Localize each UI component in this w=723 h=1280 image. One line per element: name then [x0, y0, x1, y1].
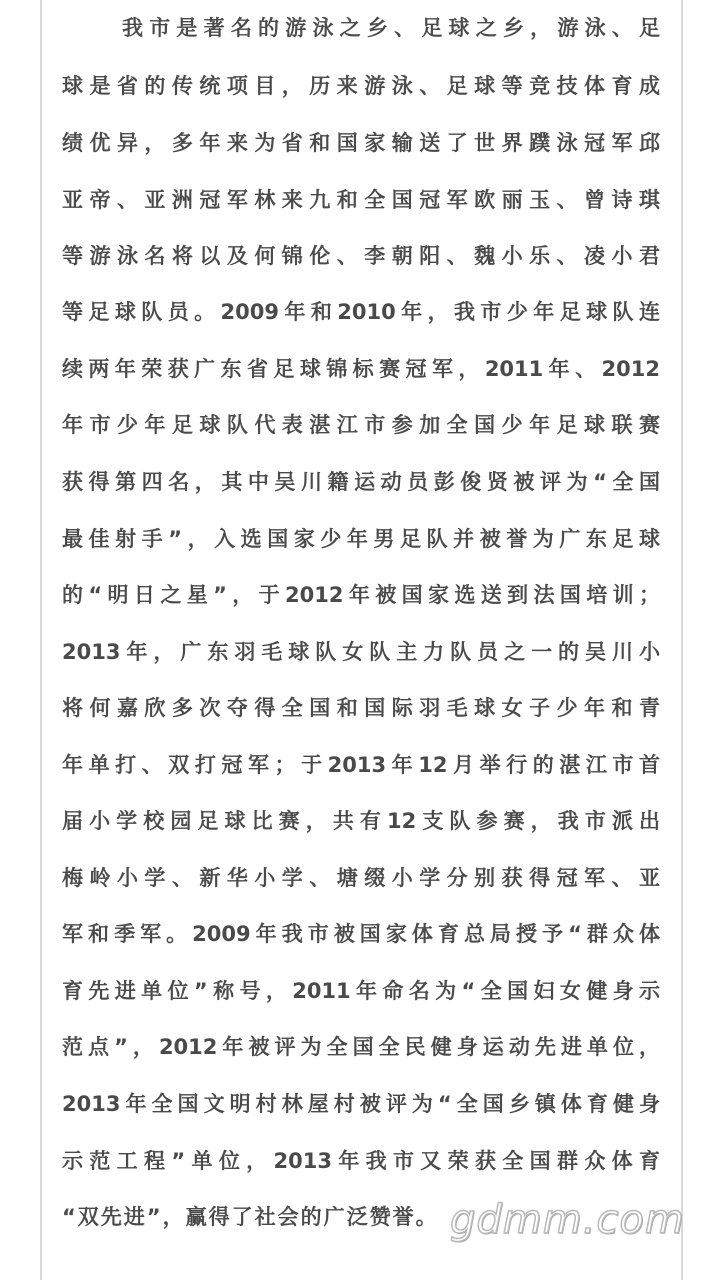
article-line: 示范工程”单位，2013年我市又荣获全国群众体育 [62, 1149, 660, 1173]
article-line: 军和季军。2009年我市被国家体育总局授予“群众体 [62, 922, 660, 946]
article-line: 范点”，2012年被评为全国全民健身运动先进单位， [62, 1035, 660, 1059]
right-border [681, 0, 683, 1280]
article-line: 将何嘉欣多次夺得全国和国际羽毛球女子少年和青 [62, 696, 660, 720]
article-line: 的“明日之星”，于2012年被国家选送到法国培训； [62, 583, 660, 607]
article-line: 梅岭小学、新华小学、塘缀小学分别获得冠军、亚 [62, 866, 660, 890]
article-line: 绩优异，多年来为省和国家输送了世界蹼泳冠军邱 [62, 131, 660, 155]
article-line: 我市是著名的游泳之乡、足球之乡，游泳、足 [122, 16, 660, 40]
article-line: 续两年荣获广东省足球锦标赛冠军，2011年、2012 [62, 357, 660, 381]
left-border [40, 0, 42, 1280]
article-line: 亚帝、亚洲冠军林来九和全国冠军欧丽玉、曾诗琪 [62, 188, 660, 212]
article-line: 年市少年足球队代表湛江市参加全国少年足球联赛 [62, 413, 660, 437]
article-line: 获得第四名，其中吴川籍运动员彭俊贤被评为“全国 [62, 470, 660, 494]
article-line: 2013年，广东羽毛球队女队主力队员之一的吴川小 [62, 640, 660, 664]
article-line: 等游泳名将以及何锦伦、李朝阳、魏小乐、凌小君 [62, 244, 660, 268]
article-line: 育先进单位”称号，2011年命名为“全国妇女健身示 [62, 979, 660, 1003]
article-line: 2013年全国文明村林屋村被评为“全国乡镇体育健身 [62, 1092, 660, 1116]
article-line: 等足球队员。2009年和2010年，我市少年足球队连 [62, 300, 660, 324]
article-line: “双先进”，赢得了社会的广泛赞誉。 [62, 1205, 439, 1229]
watermark-logo: gdmm.com [450, 1197, 685, 1243]
article-line: 年单打、双打冠军；于2013年12月举行的湛江市首 [62, 753, 660, 777]
article-line: 届小学校园足球比赛，共有12支队参赛，我市派出 [62, 809, 660, 833]
article-line: 最佳射手”，入选国家少年男足队并被誉为广东足球 [62, 527, 660, 551]
article-line: 球是省的传统项目，历来游泳、足球等竞技体育成 [62, 74, 660, 98]
